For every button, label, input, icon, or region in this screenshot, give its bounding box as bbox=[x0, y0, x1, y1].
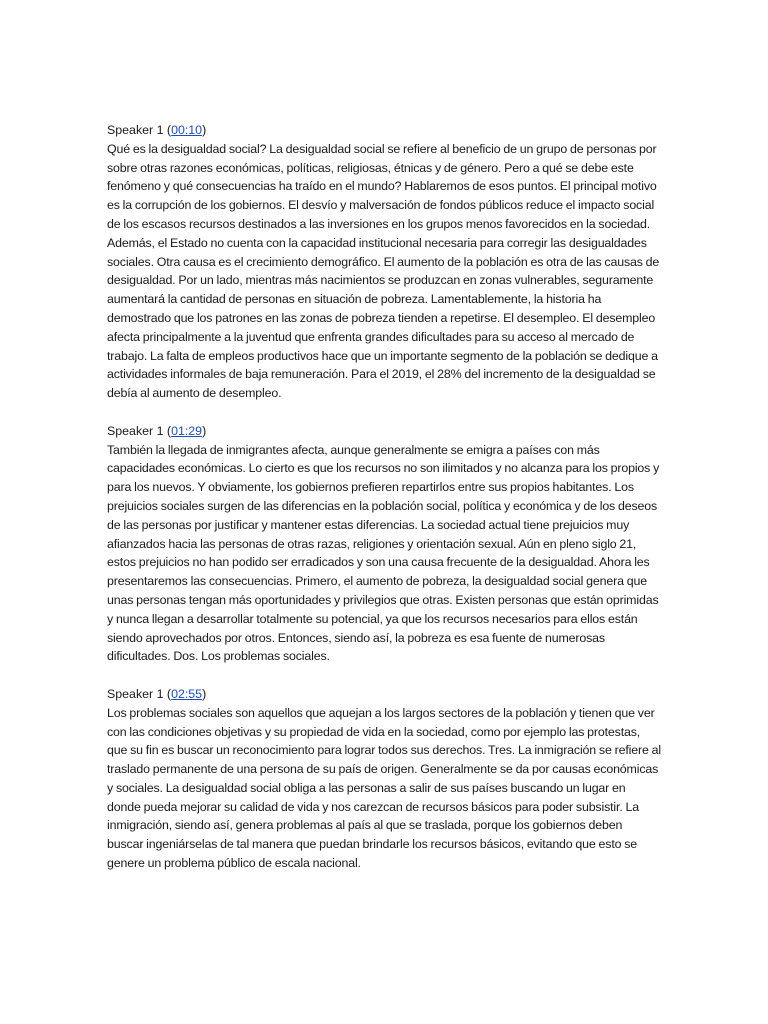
segment-text: Los problemas sociales son aquellos que aquejan a los largos sectores de la población y tienen que ver con las condiciones objetivas y su propiedad de vida en la sociedad, como por ejemplo las protestas, que su fin es buscar un reconocimiento para lograr todos sus derechos. Tres. La inmigración se refiere al traslado permanente de una persona de su país de origen. Generalmente se da por causas económicas y sociales. La desigualdad social obliga a las personas a salir de sus países buscando un lugar en donde pueda mejorar su calidad de vida y nos carezcan de recursos básicos para poder subsistir. La inmigración, siendo así, genera problemas al país al que se traslada, porque los gobiernos deben buscar ingeniárselas de tal manera que puedan brindarle los recursos básicos, evitando que esto se genere un problema público de escala nacional. bbox=[107, 705, 661, 871]
speaker-line: Speaker 1 (01:29) bbox=[107, 423, 207, 438]
transcript-document bbox=[107, 121, 661, 892]
timestamp-link[interactable]: 02:55 bbox=[171, 686, 203, 701]
transcript-segment bbox=[107, 121, 661, 403]
transcript-segment bbox=[107, 685, 661, 873]
speaker-line: Speaker 1 (02:55) bbox=[107, 686, 207, 701]
speaker-name: Speaker 1 bbox=[107, 423, 164, 438]
speaker-line: Speaker 1 (00:10) bbox=[107, 123, 207, 137]
speaker-name: Speaker 1 bbox=[107, 123, 164, 137]
segment-text: Qué es la desigualdad social? La desigualdad social se refiere al beneficio de un grupo de personas por sobre otras razones económicas, políticas, religiosas, étnicas y de género. Pero a qué se debe este fenómeno y qué consecuencias ha traído en el mundo? Hablaremos de esos puntos. El principal motivo es la corrupción de los gobiernos. El desvío y malversación de fondos públicos reduce el impacto social de los escasos recursos destinados a las inversiones en los grupos menos favorecidos en la sociedad. Además, el Estado no cuenta con la capacidad institucional necesaria para corregir las desigualdades sociales. Otra causa es el crecimiento demográfico. El aumento de la población es otra de las causas de desigualdad. Por un lado, mientras más nacimientos se produzcan en zonas vulnerables, seguramente aumentará la cantidad de personas en situación de pobreza. Lamentablemente, la historia ha demostrado que los patrones en las zonas de pobreza tienden a repetirse. El desempleo. El desempleo afecta principalmente a la juventud que enfrenta grandes dificultades para su acceso al mercado de trabajo. La falta de empleos productivos hace que un importante segmento de la población se dedique a actividades informales de baja remuneración. Para el 2019, el 28% del incremento de la desigualdad se debía al aumento de desempleo. bbox=[107, 141, 660, 401]
segment-text: También la llegada de inmigrantes afecta, aunque generalmente se emigra a países con más capacidades económicas. Lo cierto es que los recursos no son ilimitados y no alcanza para los propios y para los nuevos. Y obviamente, los gobiernos prefieren repartirlos entre sus propios habitantes. Los prejuicios sociales surgen de las diferencias en la población social, política y económica y de los deseos de las personas por justificar y mantener estas diferencias. La sociedad actual tiene prejuicios muy afianzados hacia las personas de otras razas, religiones y orientación sexual. Aún en pleno siglo 21, estos prejuicios no han podido ser erradicados y son una causa frecuente de la desigualdad. Ahora les presentaremos las consecuencias. Primero, el aumento de pobreza, la desigualdad social genera que unas personas tengan más oportunidades y privilegios que otras. Existen personas que están oprimidas y nunca llegan a desarrollar totalmente su potencial, ya que los recursos necesarios para ellos están siendo aprovechados por otros. Entonces, siendo así, la pobreza es esa fuente de numerosas dificultades. Dos. Los problemas sociales. bbox=[107, 442, 660, 664]
timestamp-link[interactable]: 01:29 bbox=[171, 423, 203, 438]
timestamp-link[interactable]: 00:10 bbox=[171, 123, 203, 137]
transcript-segment bbox=[107, 422, 661, 666]
speaker-name: Speaker 1 bbox=[107, 686, 164, 701]
